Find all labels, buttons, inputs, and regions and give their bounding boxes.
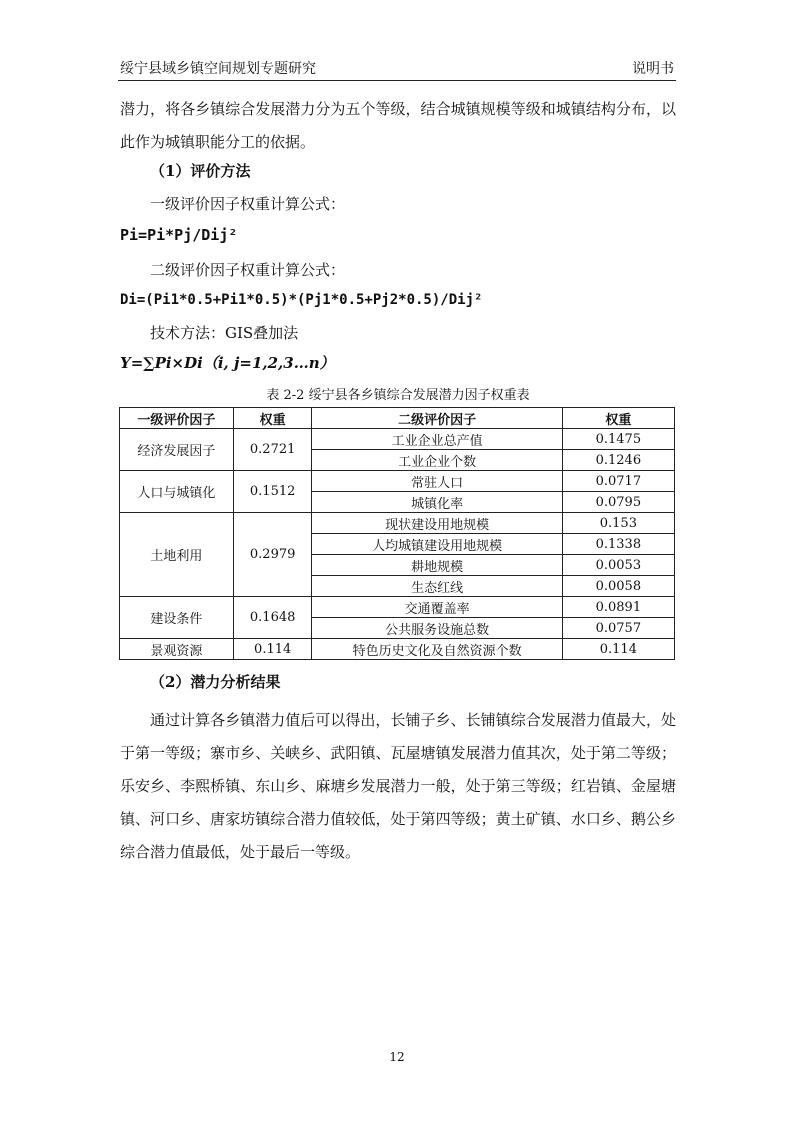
summation-formula: Y=∑Pi×Di（i, j=1,2,3…n） (120, 354, 335, 372)
level2-formula: Di=(Pi1*0.5+Pi1*0.5)*(Pj1*0.5+Pj2*0.5)/Dij² (120, 292, 483, 308)
level2-weight: 0.1246 (562, 450, 674, 471)
level1-formula: Pi=Pi*Pj/Dij² (120, 226, 238, 244)
level2-factor: 工业企业个数 (312, 450, 562, 471)
level2-weight: 0.1338 (562, 534, 674, 555)
level1-weight: 0.114 (233, 639, 312, 660)
method-line: 技术方法：GIS叠加法 (150, 324, 299, 342)
header-level1-weight: 权重 (233, 408, 312, 429)
level1-weight: 0.2721 (233, 429, 312, 471)
level2-factor: 公共服务设施总数 (312, 618, 562, 639)
level1-factor: 经济发展因子 (120, 429, 234, 471)
level2-weight: 0.0717 (562, 471, 674, 492)
level2-weight: 0.0053 (562, 555, 674, 576)
level2-factor: 耕地规模 (312, 555, 562, 576)
header-doc-type: 说明书 (632, 61, 674, 77)
level1-formula-label: 一级评价因子权重计算公式： (150, 195, 346, 213)
level1-factor: 建设条件 (120, 597, 234, 639)
results-paragraph: 通过计算各乡镇潜力值后可以得出，长铺子乡、长铺镇综合发展潜力值最大，处于第一等级；寨市乡、关峡乡、武阳镇、瓦屋塘镇发展潜力值其次，处于第二等级；乐安乡、李熙桥镇、东山乡、麻塘乡发展潜力一般，处于第三等级；红岩镇、金屋塘镇、河口乡、唐家坊镇综合潜力值较低，处于第四等级；黄土矿镇、水口乡、鹅公乡综合潜力值最低，处于最后一等级。 (120, 711, 676, 861)
level2-factor: 特色历史文化及自然资源个数 (312, 639, 562, 660)
level2-weight: 0.0058 (562, 576, 674, 597)
level2-weight: 0.114 (562, 639, 674, 660)
level2-factor: 人均城镇建设用地规模 (312, 534, 562, 555)
page-number: 12 (389, 1050, 405, 1064)
level2-factor: 常驻人口 (312, 471, 562, 492)
section-heading-results: （2）潜力分析结果 (150, 673, 281, 691)
table-row (120, 597, 675, 618)
level1-factor: 人口与城镇化 (120, 471, 234, 513)
level2-factor: 交通覆盖率 (312, 597, 562, 618)
level2-factor: 工业企业总产值 (312, 429, 562, 450)
level1-weight: 0.1512 (233, 471, 312, 513)
level2-weight: 0.0795 (562, 492, 674, 513)
table-header-row (120, 408, 675, 429)
level2-factor: 生态红线 (312, 576, 562, 597)
level1-weight: 0.1648 (233, 597, 312, 639)
intro-paragraph: 潜力，将各乡镇综合发展潜力分为五个等级，结合城镇规模等级和城镇结构分布，以此作为城镇职能分工的依据。 (120, 100, 676, 151)
header-level2-weight: 权重 (562, 408, 674, 429)
level2-weight: 0.0891 (562, 597, 674, 618)
level1-weight: 0.2979 (233, 513, 312, 597)
table-row (120, 429, 675, 450)
header-level1-factor: 一级评价因子 (120, 408, 234, 429)
level2-factor: 现状建设用地规模 (312, 513, 562, 534)
table-row (120, 639, 675, 660)
level2-factor: 城镇化率 (312, 492, 562, 513)
header-level2-factor: 二级评价因子 (312, 408, 562, 429)
header-title: 绥宁县域乡镇空间规划专题研究 (120, 61, 316, 77)
table-caption: 表 2-2 绥宁县各乡镇综合发展潜力因子权重表 (266, 388, 530, 403)
level1-factor: 土地利用 (120, 513, 234, 597)
level2-weight: 0.153 (562, 513, 674, 534)
level1-factor: 景观资源 (120, 639, 234, 660)
header-rule (118, 80, 676, 81)
table-row (120, 471, 675, 492)
level2-formula-label: 二级评价因子权重计算公式： (150, 261, 346, 279)
level2-weight: 0.0757 (562, 618, 674, 639)
section-heading-method: （1）评价方法 (150, 162, 251, 180)
level2-weight: 0.1475 (562, 429, 674, 450)
table-row (120, 513, 675, 534)
weight-table (119, 407, 675, 660)
